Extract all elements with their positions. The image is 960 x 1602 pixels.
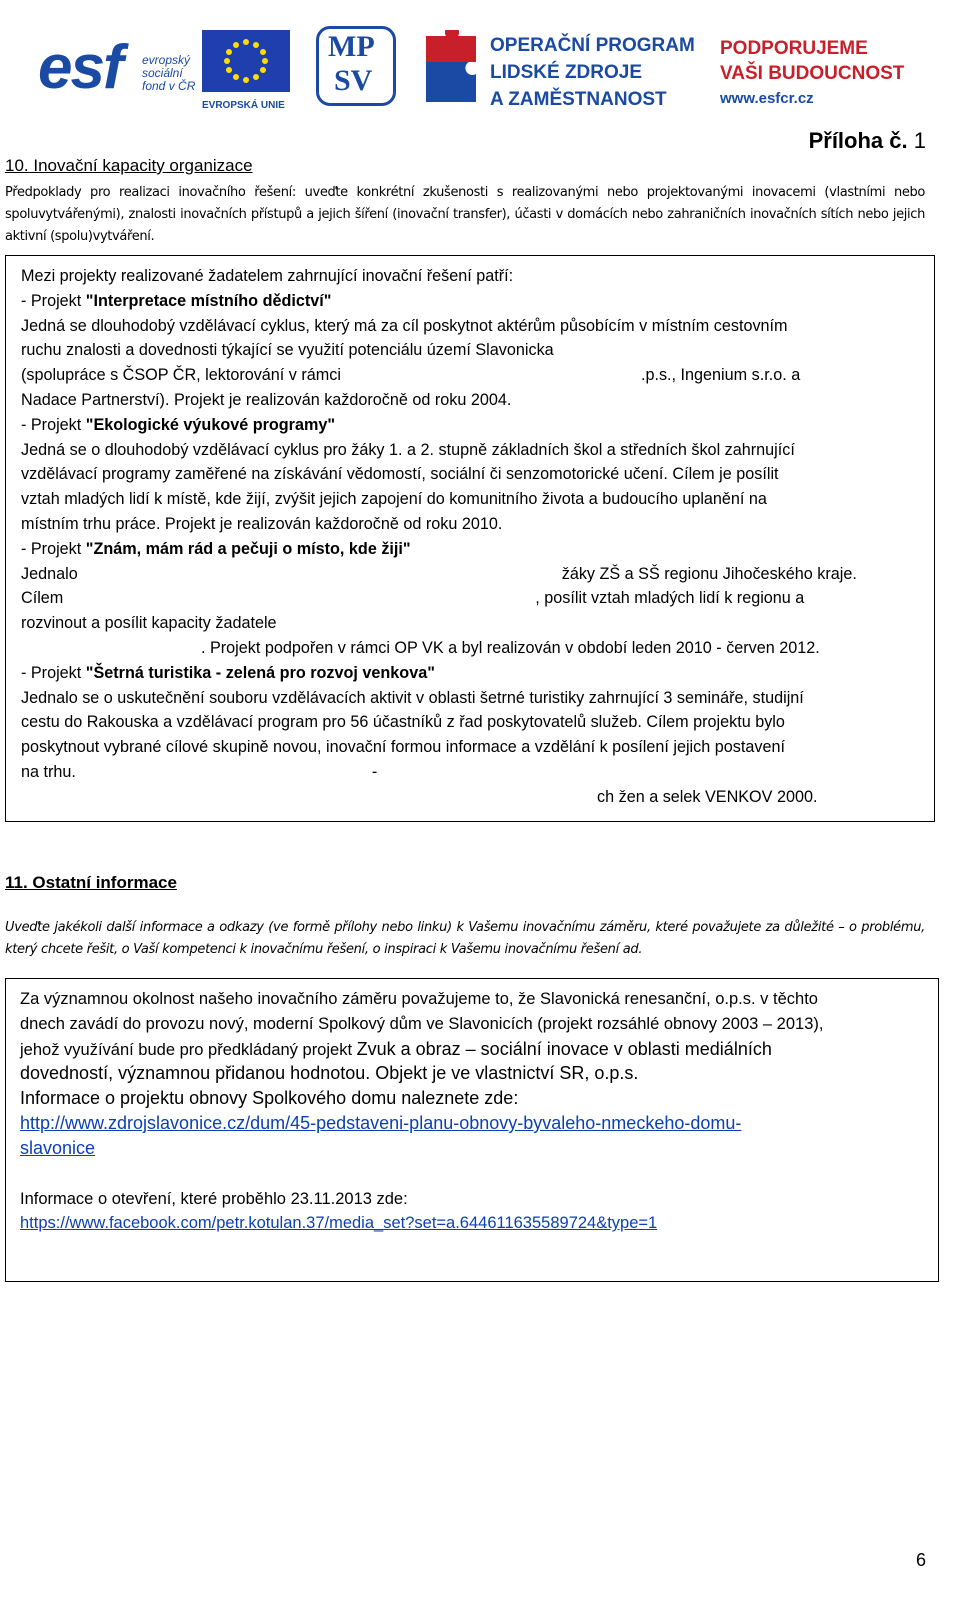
s11-link-2-line — [20, 1211, 823, 1236]
s10-line-8 — [21, 438, 857, 463]
puzzle-icon — [422, 30, 480, 108]
s10-text-part: Jednalo — [21, 564, 78, 583]
s10-text-part: Jednalo se o uskutečnění souboru vzdělávacích aktivit v oblasti šetrné turistiky zahrnující 3 semináře, studijní — [21, 688, 804, 707]
s10-text-part: vzdělávací programy zaměřené na získávání vědomostí, sociální či senzomotorické učení. Cílem je posílit — [21, 465, 779, 484]
s10-text-part: Cílem — [21, 589, 64, 608]
spolkovy-dum-link[interactable]: http://www.zdrojslavonice.cz/dum/45-pedstaveni-planu-obnovy-byvaleho-nmeckeho-domu- — [20, 1112, 742, 1133]
s10-line-5 — [21, 363, 857, 388]
s10-text-part: Mezi projekty realizované žadatelem zahrnující inovační řešení patří: — [21, 267, 514, 285]
s10-text-part: na trhu. — [21, 762, 76, 781]
s10-line-11 — [21, 512, 857, 537]
section-10-answer-box — [5, 255, 935, 822]
s10-line-15 — [21, 611, 857, 636]
section-10-title: 10. Inovační kapacity organizace — [5, 156, 253, 175]
s10-line-22 — [21, 785, 857, 810]
mpsv-top: MP — [328, 30, 375, 63]
s10-text-part: cestu do Rakouska a vzdělávací program pro 56 účastníků z řad poskytovatelů služeb. Cílem projektu bylo — [21, 713, 785, 732]
eu-logo — [202, 30, 292, 120]
s10-line-20 — [21, 735, 857, 760]
s11-line-5: Informace o projektu obnovy Spolkového domu naleznete zde: — [20, 1088, 519, 1109]
s11-line-1: Za významnou okolnost našeho inovačního záměru považujeme to, že Slavonická renesanční, o.p.s. v těchto — [20, 990, 818, 1008]
esf-logo-mark: esf — [38, 33, 122, 102]
mpsv-bottom: SV — [334, 64, 373, 97]
s10-line-1 — [21, 264, 857, 289]
s10-line-19 — [21, 710, 857, 735]
section-11-answer-text — [20, 987, 823, 1236]
s11-line-3 — [20, 1037, 823, 1062]
s11-line-6: Informace o otevření, které proběhlo 23.11.2013 zde: — [20, 1189, 408, 1208]
s11-project-name: Zvuk a obraz – sociální inovace v oblasti mediálních — [356, 1038, 772, 1059]
section-11-title: 11. Ostatní informace — [5, 873, 177, 892]
s11-link-1-line — [20, 1111, 823, 1136]
s10-text-part: ruchu znalosti a dovednosti týkající se využití potenciálu území Slavonicka — [21, 341, 554, 360]
eu-flag-icon — [202, 30, 290, 92]
s10-line-10 — [21, 487, 857, 512]
support-line-1: PODPORUJEME — [720, 38, 868, 59]
support-text — [720, 36, 904, 111]
s10-line-7 — [21, 413, 857, 438]
support-url: www.esfcr.cz — [720, 90, 814, 107]
esf-logo — [38, 28, 198, 108]
s10-text-part: rozvinout a posílit kapacity žadatele — [21, 614, 277, 633]
eu-stars-icon — [202, 30, 290, 92]
project-name: "Znám, mám rád a pečuji o místo, kde žiji" — [85, 539, 411, 558]
s10-text-part: poskytnout vybrané cílové skupině novou, inovační formou informace a vzdělání k posílení jejich postavení — [21, 738, 785, 757]
s11-line-2: dnech zavádí do provozu nový, moderní Spolkový dům ve Slavonicích (projekt rozsáhlé obnovy 2003 – 2013), — [20, 1014, 824, 1033]
program-line-2: LIDSKÉ ZDROJE — [490, 62, 643, 83]
s10-line-21 — [21, 760, 857, 785]
s10-text-part: - Projekt — [21, 663, 86, 682]
s10-text-part: Jedná se dlouhodobý vzdělávací cyklus, který má za cíl poskytnot aktérům působícím v místním cestovním — [21, 316, 788, 335]
s10-text-part: - Projekt — [21, 539, 86, 558]
s10-text-part: vztah mladých lidí k místě, kde žijí, zvýšit jejich zapojení do komunitního života a budoucího uplanění na — [21, 490, 767, 509]
s10-line-9 — [21, 462, 857, 487]
program-line-1: OPERAČNÍ PROGRAM — [490, 35, 695, 56]
s10-line-14 — [21, 586, 857, 611]
s11-spacer — [20, 1161, 823, 1187]
s10-line-2 — [21, 289, 857, 314]
esf-line-2: sociální — [142, 66, 183, 80]
esf-line-3: fond v ČR — [142, 79, 196, 93]
s10-text-part: ch žen a selek VENKOV 2000. — [597, 787, 818, 806]
spolkovy-dum-link-continued[interactable]: slavonice — [20, 1137, 96, 1158]
facebook-link[interactable]: https://www.facebook.com/petr.kotulan.37/media_set?set=a.644611635589724&type=1 — [20, 1214, 658, 1233]
section-10-answer-text — [21, 264, 857, 810]
s10-line-13 — [21, 562, 857, 587]
esf-logo-text — [142, 54, 195, 93]
attachment-number: 1 — [913, 128, 926, 153]
program-line-3: A ZAMĚSTNANOST — [490, 89, 667, 110]
s11-link-1-line-b — [20, 1136, 823, 1161]
project-name: "Interpretace místního dědictví" — [85, 291, 332, 310]
s11-line-4: dovedností, významnou přidanou hodnotou. Objekt je ve vlastnictví SR, o.p.s. — [20, 1063, 639, 1084]
s10-text-part: Nadace Partnerství). Projekt je realizován každoročně od roku 2004. — [21, 390, 512, 409]
s10-line-6 — [21, 388, 857, 413]
s10-text-part: místním trhu práce. Projekt je realizován každoročně od roku 2010. — [21, 514, 503, 533]
s10-text-part: - Projekt — [21, 415, 86, 434]
mpsv-logo — [316, 26, 400, 110]
s10-text-part: Jedná se o dlouhodobý vzdělávací cyklus pro žáky 1. a 2. stupně základních škol a středních škol zahrnující — [21, 440, 795, 459]
s10-text-part: . Projekt podpořen v rámci OP VK a byl realizován v období leden 2010 - červen 2012. — [201, 638, 820, 657]
attachment-label-text: Příloha č. — [808, 128, 908, 153]
s11-line-3a: jehož využívání bude pro předkládaný projekt — [20, 1040, 357, 1059]
project-name: "Ekologické výukové programy" — [85, 415, 336, 434]
s10-line-18 — [21, 686, 857, 711]
header-banner — [30, 18, 930, 128]
esf-line-1: evropský — [142, 53, 191, 67]
section-11-instruction: Uveďte jakékoli další informace a odkazy (ve formě přílohy nebo linku) k Vašemu inovačnímu záměru, které považujete za důležité – o problému, který chcete řešit, o Vaší kompetenci k inovačnímu řešení, o inspiraci k Vašemu inovačnímu řešení ad. — [5, 920, 925, 957]
s10-text-part: - — [371, 762, 378, 781]
attachment-label — [809, 128, 926, 154]
s10-line-4 — [21, 338, 857, 363]
s10-line-16 — [21, 636, 857, 661]
program-logo-text — [490, 32, 695, 113]
page-number: 6 — [915, 1550, 926, 1570]
section-11-answer-box — [5, 978, 939, 1282]
s10-line-3 — [21, 314, 857, 339]
s10-text-part: .p.s., Ingenium s.r.o. a — [640, 366, 801, 385]
s10-line-12 — [21, 537, 857, 562]
s10-text-part: - Projekt — [21, 291, 86, 310]
s10-text-part: žáky ZŠ a SŠ regionu Jihočeského kraje. — [561, 564, 857, 583]
s10-text-part: (spolupráce s ČSOP ČR, lektorování v rámci — [21, 366, 341, 385]
s10-text-part: , posílit vztah mladých lidí k regionu a — [535, 589, 805, 608]
support-line-2: VAŠI BUDOUCNOST — [720, 63, 905, 84]
section-10-instruction: Předpoklady pro realizaci inovačního řešení: uveďte konkrétní zkušenosti s realizovanými nebo projektovanými inovacemi (vlastními nebo spoluvytvářenými), znalosti inovačních přístupů a jejich šíření (inovační transfer), účasti v domácích nebo zahraničních inovačních sítích nebo jejich aktivní (spolu)vytváření. — [5, 185, 925, 244]
s10-line-17 — [21, 661, 857, 686]
eu-caption: EVROPSKÁ UNIE — [202, 100, 285, 111]
project-name: "Šetrná turistika - zelená pro rozvoj venkova" — [85, 663, 435, 682]
